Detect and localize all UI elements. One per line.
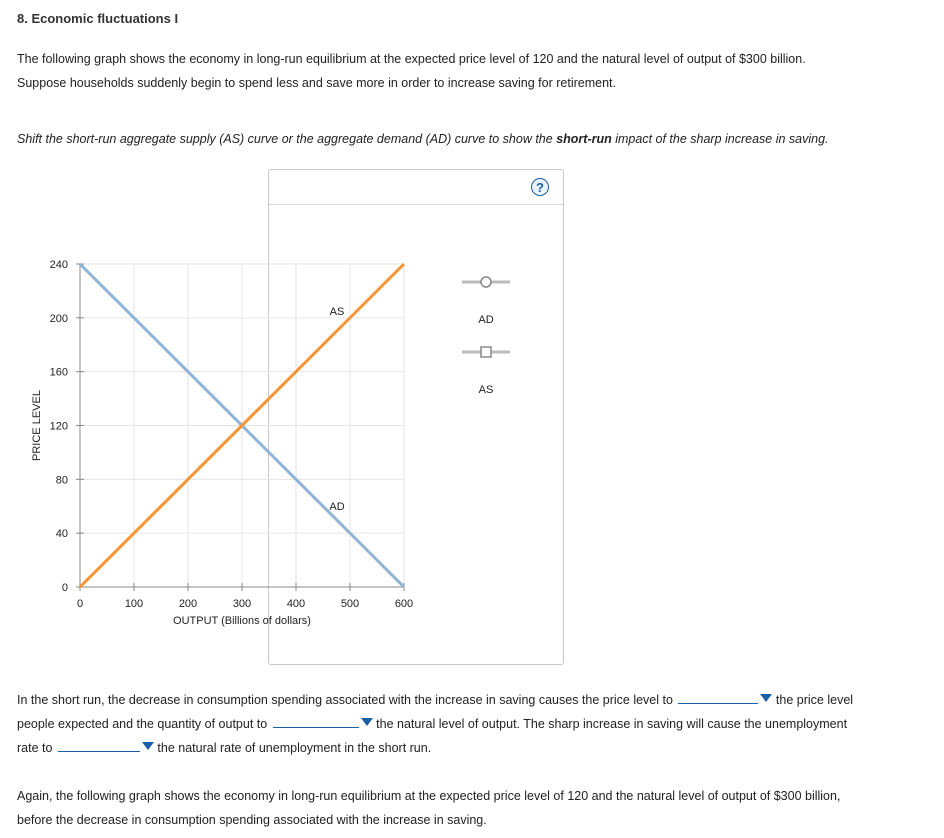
circle-handle-icon[interactable] <box>481 277 491 287</box>
legend-as-label: AS <box>478 384 494 396</box>
y-axis-title: PRICE LEVEL <box>31 390 43 461</box>
as-curve-label: AS <box>329 306 345 318</box>
again-line-2: before the decrease in consumption spending associated with the increase in saving. <box>17 813 487 827</box>
unemployment-dropdown[interactable] <box>58 739 140 752</box>
intro-line-1: The following graph shows the economy in long-run equilibrium at the expected price level of 120 and the natural level of output of $300 billion. <box>17 52 806 66</box>
x-tick-label: 100 <box>124 598 144 610</box>
ad-curve-label: AD <box>329 501 345 513</box>
y-tick-label: 40 <box>55 528 68 541</box>
x-axis-title: OUTPUT (Billions of dollars) <box>173 615 311 627</box>
dropdown-arrow-icon <box>361 718 373 726</box>
x-tick-label: 400 <box>286 598 306 610</box>
y-tick-label: 240 <box>49 259 68 271</box>
x-tick-label: 600 <box>394 598 414 610</box>
question-line-3: rate to the natural rate of unemployment in the short run. <box>17 741 432 755</box>
x-tick-label: 300 <box>232 598 252 610</box>
help-icon[interactable]: ? <box>531 178 549 196</box>
y-tick-label: 200 <box>49 312 68 325</box>
legend-ad-label: AD <box>478 314 494 326</box>
x-tick-label: 0 <box>76 598 84 610</box>
question-heading: 8. Economic fluctuations I <box>17 11 179 26</box>
dropdown-arrow-icon <box>142 742 154 750</box>
dropdown-arrow-icon <box>760 694 772 702</box>
y-tick-label: 0 <box>61 582 68 594</box>
instruction-text: Shift the short-run aggregate supply (AS) curve or the aggregate demand (AD) curve to show the short-run impact of the sharp increase in saving. <box>17 132 829 146</box>
intro-line-2: Suppose households suddenly begin to spend less and save more in order to increase saving for retirement. <box>17 76 616 90</box>
output-dropdown[interactable] <box>273 715 359 728</box>
y-tick-label: 160 <box>49 366 68 379</box>
x-tick-label: 500 <box>340 598 360 610</box>
question-line-1: In the short run, the decrease in consumption spending associated with the increase in saving causes the price level to the price level <box>17 693 854 707</box>
square-handle-icon[interactable] <box>481 347 491 357</box>
question-line-2: people expected and the quantity of output to the natural level of output. The sharp increase in saving will cause the unemployment <box>17 717 848 731</box>
again-line-1: Again, the following graph shows the economy in long-run equilibrium at the expected price level of 120 and the natural level of output of $300 billion, <box>17 789 841 803</box>
price-level-dropdown[interactable] <box>678 691 758 704</box>
instruction-emphasis: short-run <box>556 132 612 146</box>
y-tick-label: 120 <box>49 420 68 433</box>
y-tick-label: 80 <box>55 474 68 487</box>
x-tick-label: 200 <box>178 598 198 610</box>
